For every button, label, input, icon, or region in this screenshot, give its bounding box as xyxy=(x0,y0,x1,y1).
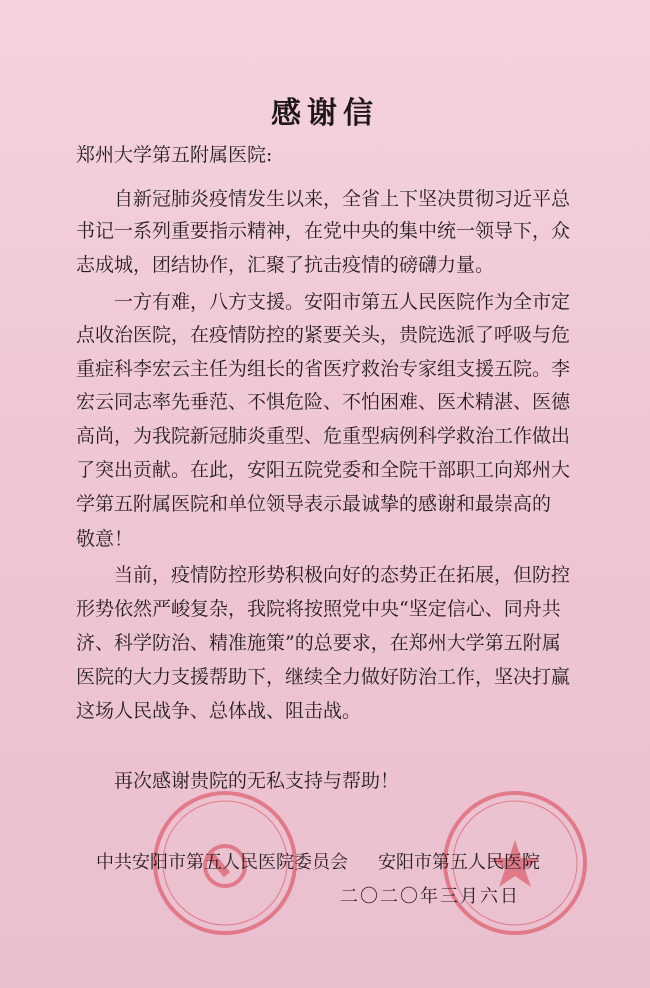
body-line: 形势依然严峻复杂，我院将按照党中央“坚定信心、同舟共 xyxy=(76,598,561,620)
body-line: 学第五附属医院和单位领导表示最诚挚的感谢和最崇高的 xyxy=(76,493,552,515)
body-line: 重症科李宏云主任为组长的省医疗救治专家组支援五院。李 xyxy=(76,358,571,380)
body-line: 点收治医院，在疫情防控的紧要关头，贵院选派了呼吸与危 xyxy=(76,324,571,346)
body-line: 济、科学防治、精准施策”的总要求，在郑州大学第五附属 xyxy=(76,632,561,654)
body-line: 一方有难，八方支援。安阳市第五人民医院作为全市定 xyxy=(114,291,571,313)
body-line: 自新冠肺炎疫情发生以来，全省上下坚决贯彻习近平总 xyxy=(114,188,571,210)
signer-party-committee: 中共安阳市第五人民医院委员会 xyxy=(96,852,348,873)
body-line: 这场人民战争、总体战、阻击战。 xyxy=(76,700,362,722)
body-line: 宏云同志率先垂范、不惧危险、不怕困难、医术精湛、医德 xyxy=(76,391,571,413)
letter-title: 感谢信 xyxy=(271,96,379,131)
letter-date: 二〇二〇年三月六日 xyxy=(340,886,520,907)
salutation: 郑州大学第五附属医院: xyxy=(76,144,273,166)
body-line: 书记一系列重要指示精神，在党中央的集中统一领导下，众 xyxy=(76,220,571,242)
body-line: 了突出贡献。在此，安阳五院党委和全院干部职工向郑州大 xyxy=(76,459,571,481)
body-line: 医院的大力支援帮助下，继续全力做好防治工作，坚决打赢 xyxy=(76,666,571,688)
body-line: 志成城，团结协作，汇聚了抗击疫情的磅礴力量。 xyxy=(76,254,495,276)
body-line: 高尚，为我院新冠肺炎重型、危重型病例科学救治工作做出 xyxy=(76,425,571,447)
closing-line: 再次感谢贵院的无私支持与帮助！ xyxy=(114,770,400,792)
body-line: 敬意！ xyxy=(76,528,134,550)
signer-hospital: 安阳市第五人民医院 xyxy=(378,852,540,873)
body-line: 当前，疫情防控形势积极向好的态势正在拓展，但防控 xyxy=(114,564,571,586)
